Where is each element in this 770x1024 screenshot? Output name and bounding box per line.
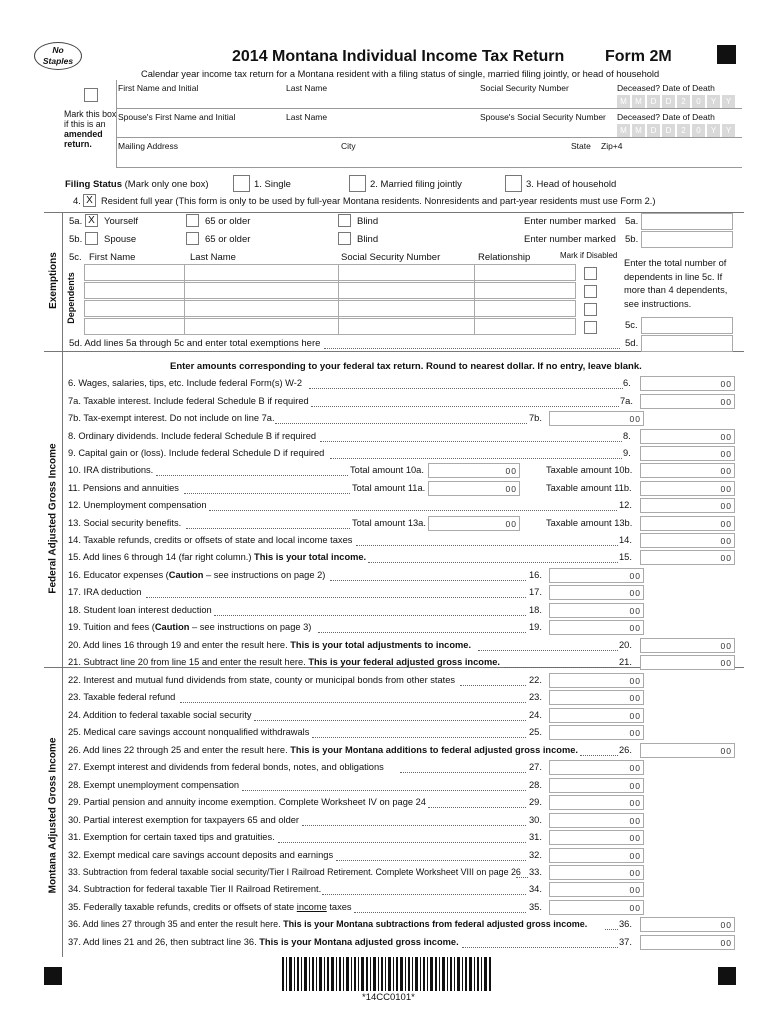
line36-label: 36. Add lines 27 through 35 and enter the result here. This is your Montana subtractions from federal adjusted gross income. <box>68 919 588 929</box>
line16-amount[interactable]: 00 <box>549 568 644 583</box>
line37-amount[interactable]: 00 <box>640 935 735 950</box>
line9-num: 9. <box>623 448 631 458</box>
line33-amount[interactable]: 00 <box>549 865 644 880</box>
line36-num: 36. <box>619 919 632 929</box>
line35-label: 35. Federally taxable refunds, credits or offsets of state income taxes <box>68 902 352 912</box>
line5d-right-label: 5d. <box>625 338 639 349</box>
line32-label: 32. Exempt medical care savings account deposits and earnings <box>68 850 334 860</box>
spouse-checkbox[interactable] <box>85 232 98 245</box>
line19-num: 19. <box>529 622 542 632</box>
line4-text: Resident full year (This form is only to be used by full-year Montana residents. Nonresidents and part-year residents must use Form 2.) <box>101 196 656 206</box>
line10a-label: Total amount 10a. <box>350 465 424 475</box>
form-title: 2014 Montana Individual Income Tax Return <box>232 48 565 65</box>
filing-single-checkbox[interactable] <box>233 175 250 192</box>
line9-label: 9. Capital gain or (loss). Include federal Schedule D if required <box>68 448 325 458</box>
first-name-label: First Name and Initial <box>118 83 199 93</box>
spouse-blind-label: Blind <box>357 234 379 245</box>
line35-amount[interactable]: 00 <box>549 900 644 915</box>
mailing-field[interactable] <box>118 152 338 165</box>
exemptions-band: Exemptions <box>47 251 59 309</box>
spouse-first-label: Spouse's First Name and Initial <box>118 112 236 122</box>
line29-label: 29. Partial pension and annuity income exemption. Complete Worksheet IV on page 24 <box>68 797 426 807</box>
line25-label: 25. Medical care savings account nonqualified withdrawals <box>68 727 310 737</box>
amended-checkbox[interactable] <box>84 88 98 102</box>
city-label: City <box>341 141 356 151</box>
line12-num: 12. <box>619 500 632 510</box>
resident-checkbox[interactable]: X <box>83 194 96 207</box>
dep-disabled-header: Mark if Disabled <box>560 251 618 260</box>
line6-label: 6. Wages, salaries, tips, etc. Include federal Form(s) W-2 <box>68 378 303 388</box>
line11a-amount[interactable]: 00 <box>428 481 520 496</box>
line8-label: 8. Ordinary dividends. Include federal Schedule B if required <box>68 431 317 441</box>
montana-agi-band: Montana Adjusted Gross Income <box>47 737 59 893</box>
line31-label: 31. Exemption for certain taxed tips and gratuities. <box>68 832 275 842</box>
line34-label: 34. Subtraction for federal taxable Tier II Railroad Retirement. <box>68 884 322 894</box>
line33-num: 33. <box>529 867 542 877</box>
line7a-num: 7a. <box>620 396 633 406</box>
line31-amount[interactable]: 00 <box>549 830 644 845</box>
line23-amount[interactable]: 00 <box>549 690 644 705</box>
line7b-num: 7b. <box>529 413 542 423</box>
line28-num: 28. <box>529 780 542 790</box>
line8-num: 8. <box>623 431 631 441</box>
line21-amount[interactable]: 00 <box>640 655 735 670</box>
line5a-input[interactable] <box>641 213 733 230</box>
line32-amount[interactable]: 00 <box>549 848 644 863</box>
last-name-field[interactable] <box>286 94 476 107</box>
line17-label: 17. IRA deduction <box>68 587 142 597</box>
line4-number: 4. <box>73 196 81 207</box>
zip-label: Zip+4 <box>601 141 623 151</box>
last-name-label: Last Name <box>286 83 328 93</box>
line17-amount[interactable]: 00 <box>549 585 644 600</box>
line12-amount[interactable]: 00 <box>640 498 735 513</box>
line6-amount[interactable]: 00 <box>640 376 735 391</box>
line33-label: 33. Subtraction from federal taxable social security/Tier I Railroad Retirement. Complete Worksheet VIII on page 26 <box>68 867 521 877</box>
line21-num: 21. <box>619 657 632 667</box>
line5b-enter-label: Enter number marked <box>524 234 616 245</box>
ssn-label: Social Security Number <box>480 83 569 93</box>
line5c-right-label: 5c. <box>625 320 638 331</box>
line20-label: 20. Add lines 16 through 19 and enter the result here. This is your total adjustments to income. <box>68 640 472 650</box>
line37-num: 37. <box>619 937 632 947</box>
barcode-text: *14CC0101* <box>362 992 415 1003</box>
line6-num: 6. <box>623 378 631 388</box>
dependents-note: Enter the total number of dependents in line 5c. If more than 4 dependents, see instructions. <box>624 258 728 309</box>
line10b-amount[interactable]: 00 <box>640 463 735 478</box>
dep-row-3[interactable] <box>84 300 576 317</box>
line34-num: 34. <box>529 884 542 894</box>
line18-amount[interactable]: 00 <box>549 603 644 618</box>
line21-label: 21. Subtract line 20 from line 15 and enter the result here. This is your federal adjusted gross income. <box>68 657 500 667</box>
federal-intro: Enter amounts corresponding to your federal tax return. Round to nearest dollar. If no entry, leave blank. <box>170 361 642 372</box>
line24-amount[interactable]: 00 <box>549 708 644 723</box>
line19-label: 19. Tuition and fees (Caution – see instructions on page 3) <box>68 622 312 632</box>
line30-num: 30. <box>529 815 542 825</box>
spouse-deceased-label: Deceased? Date of Death <box>617 112 715 122</box>
line36-amount[interactable]: 00 <box>640 917 735 932</box>
line13a-label: Total amount 13a. <box>352 518 426 528</box>
line23-label: 23. Taxable federal refund <box>68 692 176 702</box>
line7b-label: 7b. Tax-exempt interest. Do not include on line 7a. <box>68 413 275 423</box>
line25-amount[interactable]: 00 <box>549 725 644 740</box>
line14-num: 14. <box>619 535 632 545</box>
line13-label: 13. Social security benefits. <box>68 518 182 528</box>
corner-marker-bottom-left <box>44 967 62 985</box>
line5c-input[interactable] <box>641 317 733 334</box>
line5a-label: 5a. <box>69 216 83 227</box>
line16-num: 16. <box>529 570 542 580</box>
line5d-input[interactable] <box>641 335 733 352</box>
line5c-label: 5c. <box>69 252 82 263</box>
line14-amount[interactable]: 00 <box>640 533 735 548</box>
line15-label: 15. Add lines 6 through 14 (far right column.) This is your total income. <box>68 552 367 562</box>
filing-married-checkbox[interactable] <box>349 175 366 192</box>
line29-amount[interactable]: 00 <box>549 795 644 810</box>
line34-amount[interactable]: 00 <box>549 882 644 897</box>
line22-label: 22. Interest and mutual fund dividends from state, county or municipal bonds from other states <box>68 675 456 685</box>
line28-amount[interactable]: 00 <box>549 778 644 793</box>
line29-num: 29. <box>529 797 542 807</box>
spouse-last-field[interactable] <box>286 123 476 136</box>
line5b-label: 5b. <box>69 234 83 245</box>
line5b-input[interactable] <box>641 231 733 248</box>
line11a-label: Total amount 11a. <box>352 483 426 493</box>
line5a-enter-label: Enter number marked <box>524 216 616 227</box>
corner-marker-bottom-right <box>718 967 736 985</box>
dep-row-4[interactable] <box>84 318 576 335</box>
dep-rel-header: Relationship <box>478 252 531 263</box>
corner-marker-top <box>717 45 736 64</box>
dep-disabled-4[interactable] <box>584 321 597 334</box>
city-field[interactable] <box>341 152 567 165</box>
line12-label: 12. Unemployment compensation <box>68 500 207 510</box>
spouse-label: Spouse <box>104 234 137 245</box>
dep-ssn-header: Social Security Number <box>341 252 441 263</box>
line16-label: 16. Educator expenses (Caution – see instructions on page 2) <box>68 570 326 580</box>
line5b-right-label: 5b. <box>625 234 639 245</box>
line13a-amount[interactable]: 00 <box>428 516 520 531</box>
yourself-blind-checkbox[interactable] <box>338 214 351 227</box>
form-subtitle: Calendar year income tax return for a Montana resident with a filing status of single, married filing jointly, or head of household <box>141 69 660 79</box>
spouse-first-field[interactable] <box>118 123 282 136</box>
filing-hoh-checkbox[interactable] <box>505 175 522 192</box>
dependents-band: Dependents <box>66 271 77 324</box>
line30-amount[interactable]: 00 <box>549 813 644 828</box>
yourself-blind-label: Blind <box>357 216 379 227</box>
spouse-blind-checkbox[interactable] <box>338 232 351 245</box>
dep-first-header: First Name <box>89 252 136 263</box>
state-label: State <box>571 141 591 151</box>
line15-amount[interactable]: 00 <box>640 550 735 565</box>
line22-amount[interactable]: 00 <box>549 673 644 688</box>
line7b-amount[interactable]: 00 <box>549 411 644 426</box>
line23-num: 23. <box>529 692 542 702</box>
line37-label: 37. Add lines 21 and 26, then subtract line 36. This is your Montana adjusted gross income. <box>68 937 459 947</box>
line25-num: 25. <box>529 727 542 737</box>
dep-disabled-1[interactable] <box>584 267 597 280</box>
deceased-label: Deceased? Date of Death <box>617 83 715 93</box>
line31-num: 31. <box>529 832 542 842</box>
dep-row-1[interactable] <box>84 264 576 281</box>
filing-married-label: 2. Married filing jointly <box>370 179 462 190</box>
line20-amount[interactable]: 00 <box>640 638 735 653</box>
line22-num: 22. <box>529 675 542 685</box>
line30-label: 30. Partial interest exemption for taxpayers 65 and older <box>68 815 300 825</box>
spouse-65-checkbox[interactable] <box>186 232 199 245</box>
line8-amount[interactable]: 00 <box>640 429 735 444</box>
form-name: Form 2M <box>605 48 672 65</box>
federal-agi-band: Federal Adjusted Gross Income <box>47 442 59 594</box>
zip-field[interactable] <box>601 152 741 165</box>
line10-label: 10. IRA distributions. <box>68 465 154 475</box>
line20-num: 20. <box>619 640 632 650</box>
line27-num: 27. <box>529 762 542 772</box>
line26-label: 26. Add lines 22 through 25 and enter the result here. This is your Montana additions to federal adjusted gross income. <box>68 745 578 755</box>
amended-label: Mark this box if this is an amended return. <box>64 109 117 149</box>
dep-row-2[interactable] <box>84 282 576 299</box>
line10b-label: Taxable amount 10b. <box>546 465 633 475</box>
line18-label: 18. Student loan interest deduction <box>68 605 212 615</box>
line28-label: 28. Exempt unemployment compensation <box>68 780 240 790</box>
mailing-label: Mailing Address <box>118 141 179 151</box>
line5a-right-label: 5a. <box>625 216 639 227</box>
spouse-ssn-label: Spouse's Social Security Number <box>480 112 606 122</box>
yourself-65-label: 65 or older <box>205 216 251 227</box>
line17-num: 17. <box>529 587 542 597</box>
dep-disabled-2[interactable] <box>584 285 597 298</box>
line27-label: 27. Exempt interest and dividends from federal bonds, notes, and obligations <box>68 762 384 772</box>
line26-amount[interactable]: 00 <box>640 743 735 758</box>
line11-label: 11. Pensions and annuities <box>68 483 179 493</box>
line19-amount[interactable]: 00 <box>549 620 644 635</box>
filing-hoh-label: 3. Head of household <box>526 179 617 190</box>
line35-num: 35. <box>529 902 542 912</box>
barcode <box>282 957 492 991</box>
yourself-65-checkbox[interactable] <box>186 214 199 227</box>
line13b-label: Taxable amount 13b. <box>546 518 633 528</box>
no-staples-badge: No Staples <box>34 42 82 70</box>
dep-disabled-3[interactable] <box>584 303 597 316</box>
line5d-label: 5d. Add lines 5a through 5c and enter total exemptions here <box>69 338 321 349</box>
line10a-amount[interactable]: 00 <box>428 463 520 478</box>
yourself-label: Yourself <box>104 216 138 227</box>
line9-amount[interactable]: 00 <box>640 446 735 461</box>
line15-num: 15. <box>619 552 632 562</box>
spouse-last-label: Last Name <box>286 112 328 122</box>
line11b-label: Taxable amount 11b. <box>546 483 632 493</box>
dep-last-header: Last Name <box>190 252 236 263</box>
ssn-field[interactable] <box>480 94 614 107</box>
line13b-amount[interactable]: 00 <box>640 516 735 531</box>
spouse-65-label: 65 or older <box>205 234 251 245</box>
line24-num: 24. <box>529 710 542 720</box>
line11b-amount[interactable]: 00 <box>640 481 735 496</box>
filing-single-label: 1. Single <box>254 179 291 190</box>
filing-status-label: Filing Status (Mark only one box) <box>65 179 209 190</box>
line18-num: 18. <box>529 605 542 615</box>
line26-num: 26. <box>619 745 632 755</box>
line7a-label: 7a. Taxable interest. Include federal Schedule B if required <box>68 396 309 406</box>
line7a-amount[interactable]: 00 <box>640 394 735 409</box>
line14-label: 14. Taxable refunds, credits or offsets of state and local income taxes <box>68 535 353 545</box>
state-field[interactable] <box>571 152 597 165</box>
line32-num: 32. <box>529 850 542 860</box>
line24-label: 24. Addition to federal taxable social security <box>68 710 252 720</box>
yourself-checkbox[interactable]: X <box>85 214 98 227</box>
spouse-ssn-field[interactable] <box>480 123 614 136</box>
first-name-field[interactable] <box>118 94 282 107</box>
line27-amount[interactable]: 00 <box>549 760 644 775</box>
